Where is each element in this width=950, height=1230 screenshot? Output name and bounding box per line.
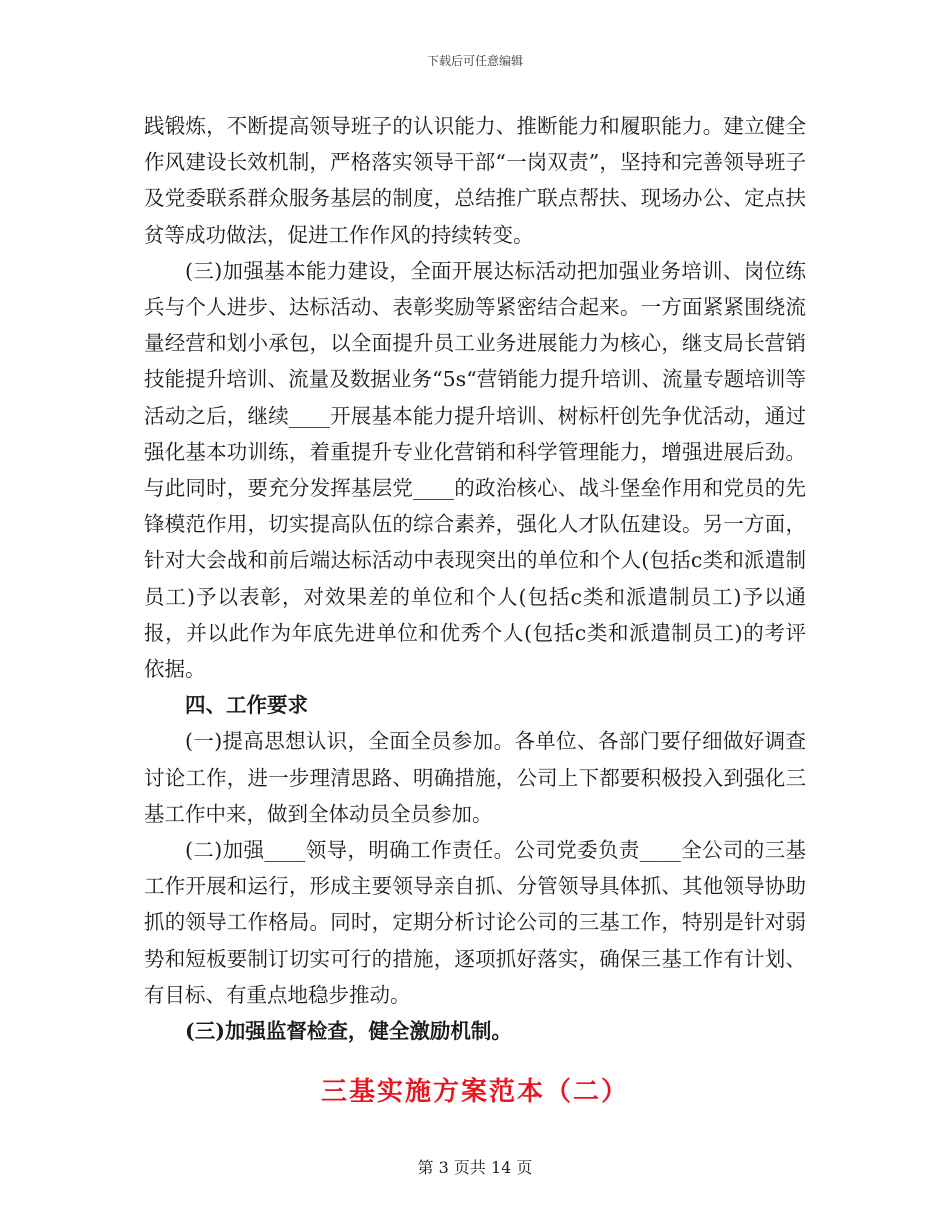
paragraph-work-style: 践锻炼，不断提高领导班子的认识能力、推断能力和履职能力。建立健全作风建设长效机制，严格落实领导干部“一岗双责”，坚持和完善领导班子及党委联系群众服务基层的制度，总结推广联点帮扶、现场办公、定点扶贫等成功做法，促进工作作风的持续转变。 [144, 114, 806, 247]
section-title: 三基实施方案范本（二） [320, 1077, 629, 1107]
paragraph-basic-capability: (三)加强基本能力建设，全面开展达标活动把加强业务培训、岗位练兵与个人进步、达标活动、表彰奖励等紧密结合起来。一方面紧紧围绕流量经营和划小承包，以全面提升员工业务进展能力为核心，继支局长营销技能提升培训、流量及数据业务“5s“营销能力提升培训、流量专题培训等活动之后，继续____开展基本能力提升培训、树标杆创先争优活动，通过强化基本功训练，着重提升专业化营销和科学管理能力，增强进展后劲。与此同时，要充分发挥基层党____的政治核心、战斗堡垒作用和党员的先锋模范作用，切实提高队伍的综合素养，强化人才队伍建设。另一方面，针对大会战和前后端达标活动中表现突出的单位和个人(包括c类和派遣制员工)予以表彰，对效果差的单位和个人(包括c类和派遣制员工)予以通报，并以此作为年底先进单位和优秀个人(包括c类和派遣制员工)的考评依据。 [144, 258, 806, 682]
paragraph-requirement-1: (一)提高思想认识，全面全员参加。各单位、各部门要仔细做好调查讨论工作，进一步理清思路、明确措施，公司上下都要积极投入到强化三基工作中来，做到全体动员全员参加。 [144, 729, 806, 826]
page-footer: 第 3 页共 14 页 [417, 1158, 533, 1177]
section-heading-work-requirements: 四、工作要求 [185, 693, 308, 718]
paragraph-requirement-3: (三)加强监督检查，健全激励机制。 [185, 1019, 512, 1044]
document-body [144, 108, 806, 1049]
paragraph-requirement-2: (二)加强____领导，明确工作责任。公司党委负责____全公司的三基工作开展和运行，形成主要领导亲自抓、分管领导具体抓、其他领导协助抓的领导工作格局。同时，定期分析讨论公司的三基工作，特别是针对弱势和短板要制订切实可行的措施，逐项抓好落实，确保三基工作有计划、有目标、有重点地稳步推动。 [144, 838, 806, 1007]
page-header-note: 下载后可任意编辑 [426, 54, 523, 68]
